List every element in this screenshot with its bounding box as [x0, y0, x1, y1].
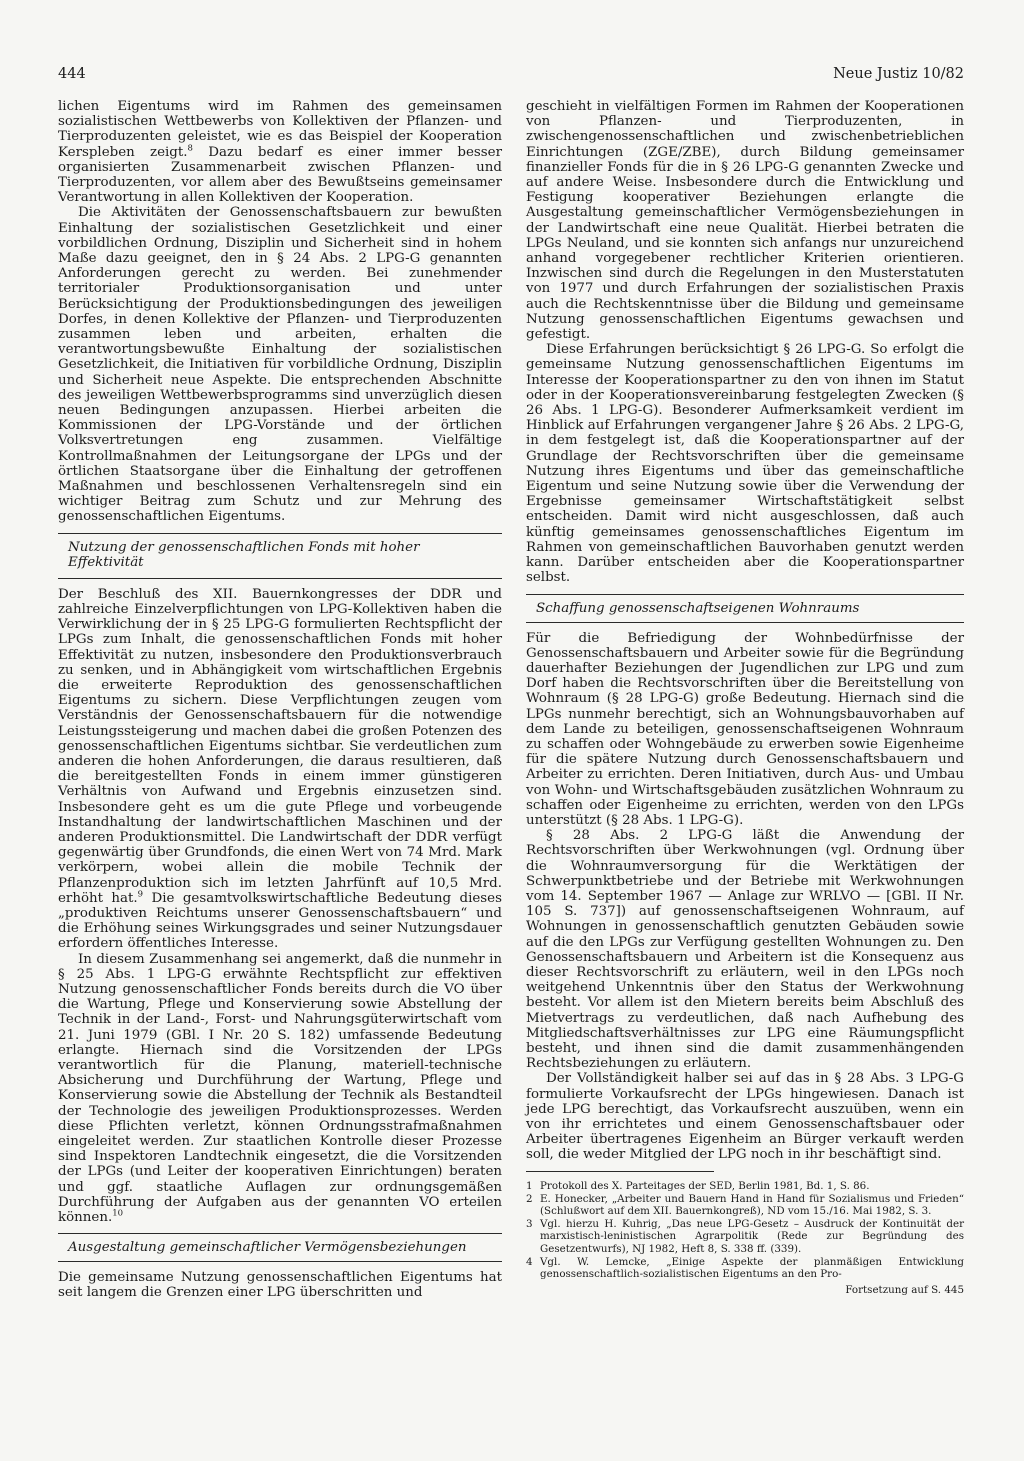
paragraph-text: In diesem Zusammenhang sei angemerkt, daß die nunmehr in § 25 Abs. 1 LPG-G erwähnte Rechtspflicht zur effektiven Nutzung genossenschaftlicher Fonds bereits durch die VO über die Wartung, Pflege und Konservierung sowie Abstellung der Technik in der Land-, Forst- und Nahrungsgüterwirtschaft vom 21. Juni 1979 (GBl. I Nr. 20 S. 182) umfassende Bedeutung erlangte. Hiernach sind die Vorsitzenden der LPGs verantwortlich für die Planung, materiell-technische Absicherung und Durchführung der Wartung, Pflege und Konservierung sowie die Abstellung der Technik als Bestandteil der Technologie des jeweiligen Produktionsprozesses. Werden diese Pflichten verletzt, können Ordnungsstrafmaßnahmen eingeleitet werden. Zur staatlichen Kontrolle dieser Prozesse sind Inspektoren Landtechnik eingesetzt, die die Vorsitzenden der LPGs (und Leiter der kooperativen Einrichtungen) beraten und ggf. staatliche Auflagen zur ordnungsgemäßen Durchführung der Aufgaben aus der genannten VO erteilen können. — [58, 951, 502, 1226]
page-number: 444 — [58, 66, 86, 82]
paragraph: Der Vollständigkeit halber sei auf das in § 28 Abs. 3 LPG-G formulierte Vorkaufsrecht der LPGs hingewiesen. Danach ist jede LPG berechtigt, das Vorkaufsrecht auszuüben, wenn ein von ihr errichtetes und einem Genossenschaftsbauer oder Arbeiter übertragenes Eigenheim an Bürger verkauft werden soll, die weder Mitglied der LPG noch in ihr beschäftigt sind. — [526, 1071, 964, 1163]
paragraph: geschieht in vielfältigen Formen im Rahmen der Kooperationen von Pflanzen- und Tierproduzenten, in zwischengenossenschaftlichen und zwischenbetrieblichen Einrichtungen (ZGE/ZBE), durch Bildung gemeinsamer finanzieller Fonds für die in § 26 LPG-G genannten Zwecke und auf andere Weise. Insbesondere durch die Entwicklung und Festigung kooperativer Beziehungen erlangte die Ausgestaltung gemeinschaftlicher Vermögensbeziehungen in der Landwirtschaft eine neue Qualität. Hierbei betraten die LPGs Neuland, und sie konnten sich anfangs nur unzureichend anhand vorgegebener rechtlicher Kriterien orientieren. Inzwischen sind durch die Regelungen in den Musterstatuten von 1977 und durch Erfahrungen der sozialistischen Praxis auch die Rechtskenntnisse über die Bildung und gemeinsame Nutzung genossenschaftlichen Eigentums gewachsen und gefestigt. — [526, 99, 964, 343]
footnote-text: Vgl. hierzu H. Kuhrig, „Das neue LPG-Gesetz – Ausdruck der Kontinuität der marxistisch-leninistischen Agrarpolitik (Rede zur Begründung des Gesetzentwurfs), NJ 1982, Heft 8, S. 338 ff. (339). — [540, 1218, 964, 1255]
footnote-divider — [526, 1171, 714, 1178]
footnote-text: E. Honecker, „Arbeiter und Bauern Hand in Hand für Sozialismus und Frieden“ (Schlußwort auf dem XII. Bauernkongreß), ND vom 15./16. Mai 1982, S. 3. — [540, 1192, 964, 1218]
left-column — [58, 99, 502, 1301]
paragraph-text: Die gesamtvolkswirtschaftliche Bedeutung dieses „produktiven Reichtums unserer Genossenschaftsbauern“ und die Erhöhung seines Wirkungsgrades und seiner Nutzungsdauer erfordern öffentliches Interesse. — [58, 890, 502, 952]
footnote — [526, 1256, 964, 1280]
paragraph — [58, 587, 502, 952]
paragraph: Diese Erfahrungen berücksichtigt § 26 LPG-G. So erfolgt die gemeinsame Nutzung genossenschaftlichen Eigentums im Interesse der Kooperationspartner zu den von ihnen im Statut oder in der Kooperationsvereinbarung festgelegten Zwecken (§ 26 Abs. 1 LPG-G). Besonderer Aufmerksamkeit verdient im Hinblick auf Erfahrungen vergangener Jahre § 26 Abs. 2 LPG-G, in dem festgelegt ist, daß die Kooperationspartner auf der Grundlage der Rechtsvorschriften über die gemeinsame Nutzung ihres Eigentums und über das gemeinschaftliche Eigentum und seine Nutzung sowie über die Verwendung der Ergebnisse gemeinsamer Wirtschaftstätigkeit selbst entscheiden. Damit wird nicht ausgeschlossen, daß auch künftig gemeinsames genossenschaftliches Eigentum im Rahmen von gemeinschaftlichen Bauvorhaben genutzt werden kann. Darüber entscheiden aber die Kooperationspartner selbst. — [526, 342, 964, 586]
paragraph-text: Dazu bedarf es einer immer besser organisierten Zusammenarbeit zwischen Pflanzen- und Tierproduzenten, vor allem aber des Bewußtseins gemeinsamer Verantwortung in allen Kollektiven der Kooperation. — [58, 144, 502, 206]
journal-issue: Neue Justiz 10/82 — [833, 66, 964, 82]
paragraph: Die gemeinsame Nutzung genossenschaftlichen Eigentums hat seit langem die Grenzen einer LPG überschritten und — [58, 1270, 502, 1301]
paragraph: Für die Befriedigung der Wohnbedürfnisse der Genossenschaftsbauern und Arbeiter sowie für die Begründung dauerhafter Beziehungen der Jugendlichen zur LPG und zum Dorf haben die Rechtsvorschriften über die Bereitstellung von Wohnraum (§ 28 LPG-G) große Bedeutung. Hiernach sind die LPGs nunmehr berechtigt, sich an Wohnungsbauvorhaben auf dem Lande zu beteiligen, genossenschaftseigenen Wohnraum zu schaffen oder Wohngebäude zu erwerben sowie Eigenheime für die spätere Nutzung durch Genossenschaftsbauern und Arbeiter zu errichten. Deren Initiativen, durch Aus- und Umbau von Wohn- und Wirtschaftsgebäuden zusätzlichen Wohnraum zu schaffen oder Eigenheime zu errichten, werden von den LPGs unterstützt (§ 28 Abs. 1 LPG-G). — [526, 630, 964, 828]
footnote-number: 3 — [526, 1218, 533, 1231]
right-column — [526, 99, 964, 1296]
footnote-text: Vgl. W. Lemcke, „Einige Aspekte der planmäßigen Entwicklung genossenschaftlich-sozialistischen Eigentums an den Pro- — [540, 1255, 964, 1281]
footnote-number: 4 — [526, 1255, 533, 1268]
footnote-ref: 9 — [137, 889, 144, 900]
footnote-text: Protokoll des X. Parteitages der SED, Berlin 1981, Bd. 1, S. 86. — [540, 1179, 870, 1192]
paragraph — [58, 952, 502, 1226]
page-header — [58, 66, 964, 86]
section-heading: Ausgestaltung gemeinschaftlicher Vermögensbeziehungen — [58, 1233, 502, 1262]
paragraph-text: Der Beschluß des XII. Bauernkongresses der DDR und zahlreiche Einzelverpflichtungen von LPG-Kollektiven haben die Verwirklichung der in § 25 LPG-G formulierten Rechtspflicht der LPGs zum Inhalt, die genossenschaftlichen Fonds mit hoher Effektivität zu nutzen, insbesondere den Produktionsverbrauch zu senken, und in Abhängigkeit vom wirtschaftlichen Ergebnis die erweiterte Reproduktion des genossenschaftlichen Eigentums zu sichern. Diese Verpflichtungen zeugen vom Verständnis der Genossenschaftsbauern für die notwendige Leistungssteigerung und machen dabei die großen Potenzen des genossenschaftlichen Eigentums sichtbar. Sie verdeutlichen zum anderen die hohen Anforderungen, die daraus resultieren, daß die bereitgestellten Fonds in einem immer günstigeren Verhältnis von Aufwand und Ergebnis einzusetzen sind. Insbesondere geht es um die gute Pflege und vorbeugende Instandhaltung der landwirtschaftlichen Maschinen und der anderen Produktionsmittel. Die Landwirtschaft der DDR verfügt gegenwärtig über Grundfonds, die einen Wert von 74 Mrd. Mark verkörpern, wobei allein die mobile Technik der Pflanzenproduktion sich im letzten Jahrfünft auf 10,5 Mrd. erhöht hat. — [58, 586, 502, 906]
section-heading: Schaffung genossenschaftseigenen Wohnraums — [526, 594, 964, 623]
footnote — [526, 1218, 964, 1255]
paragraph-text: lichen Eigentums wird im Rahmen des gemeinsamen sozialistischen Wettbewerbs von Kollektiven der Pflanzen- und Tierproduzenten geleistet, wie es das Beispiel der Kooperation Kerspleben zeigt. — [58, 99, 502, 160]
footnote-ref: 10 — [112, 1208, 124, 1219]
footnote — [526, 1180, 964, 1192]
footnote-number: 2 — [526, 1192, 533, 1205]
paragraph: § 28 Abs. 2 LPG-G läßt die Anwendung der Rechtsvorschriften über Werkwohnungen (vgl. Ordnung über die Wohnraumversorgung für die Werktätigen der Schwerpunktbetriebe und der Betriebe mit Werkwohnungen vom 14. September 1967 — Anlage zur WRLVO — [GBl. II Nr. 105 S. 737]) auf genossenschaftseigenen Wohnraum, auf Wohnungen in genossenschaftlich genutzten Gebäuden sowie auf die den LPGs zur Verfügung gestellten Wohnungen zu. Den Genossenschaftsbauern und Arbeitern ist die Konsequenz aus dieser Rechtsvorschrift zu erläutern, weil in den LPGs noch weitgehend Unkenntnis über den Status der Werkwohnung besteht. Vor allem ist den Mietern bereits beim Abschluß des Mietvertrags zu verdeutlichen, daß nach Aufhebung des Mitgliedschaftsverhältnisses zur LPG eine Räumungspflicht besteht, und ihnen sind die damit zusammenhängenden Rechtsbeziehungen zu erläutern. — [526, 828, 964, 1072]
footnote — [526, 1193, 964, 1217]
paragraph: Die Aktivitäten der Genossenschaftsbauern zur bewußten Einhaltung der sozialistischen Gesetzlichkeit und einer vorbildlichen Ordnung, Disziplin und Sicherheit sind in hohem Maße dazu geeignet, den in § 24 Abs. 2 LPG-G genannten Anforderungen gerecht zu werden. Bei zunehmender territorialer Produktionsorganisation und unter Berücksichtigung der Produktionsbedingungen des jeweiligen Dorfes, in denen Kollektive der Pflanzen- und Tierproduzenten zusammen leben und arbeiten, erhalten die verantwortungsbewußte Einhaltung der sozialistischen Gesetzlichkeit, die Initiativen für vorbildliche Ordnung, Disziplin und Sicherheit neue Aspekte. Die entsprechenden Abschnitte des jeweiligen Wettbewerbsprogramms sind unverzüglich diesen neuen Bedingungen anzupassen. Hierbei arbeiten die Kommissionen der LPG-Vorstände und der örtlichen Volksvertretungen eng zusammen. Vielfältige Kontrollmaßnahmen der Leitungsorgane der LPGs und der örtlichen Staatsorgane über die Einhaltung der getroffenen Maßnahmen und beschlossenen Verhaltensregeln sind ein wichtiger Beitrag zum Schutz und zur Mehrung des genossenschaftlichen Eigentums. — [58, 205, 502, 525]
section-heading: Nutzung der genossenschaftlichen Fonds mit hoher Effektivität — [58, 533, 502, 579]
footnote-number: 1 — [526, 1179, 533, 1192]
continued-notice: Fortsetzung auf S. 445 — [845, 1284, 964, 1297]
footnote-list — [526, 1180, 964, 1297]
paragraph — [58, 99, 502, 205]
footnote-ref: 8 — [187, 143, 193, 154]
